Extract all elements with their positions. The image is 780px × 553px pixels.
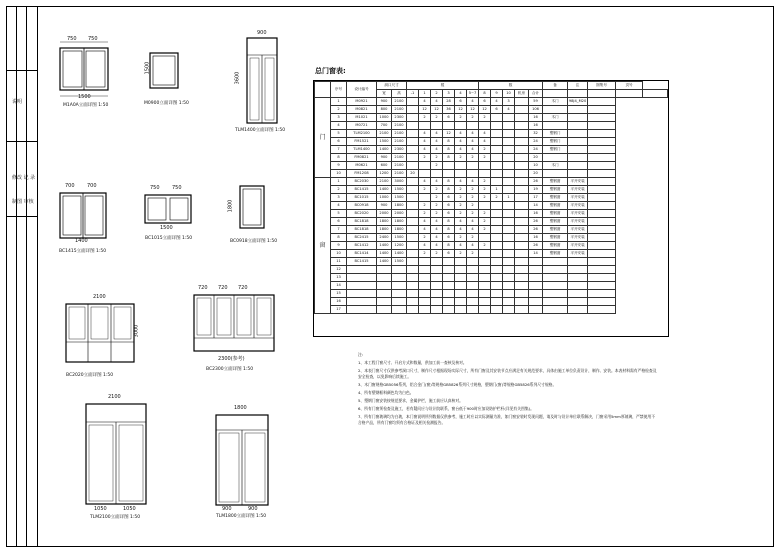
elevation-bc1415: 700 700 1400 BC1415立面详图 1:50 bbox=[59, 183, 107, 254]
door-window-schedule bbox=[313, 80, 669, 337]
table-row: 10 FM1208 1200 2100 20 20 bbox=[315, 170, 668, 178]
table-row: 6 BC1818 1800 1800 4 4 8 4 4 2 26 塑钢窗 平开安装 bbox=[315, 218, 668, 226]
table-row: 10 BC1414 1400 1400 2 2 6 2 2 14 塑钢窗 平开安装 bbox=[315, 250, 668, 258]
strip-label-revision: 修改 记 录 bbox=[12, 175, 36, 181]
elevation-caption: BC1015立面详图 1:50 bbox=[145, 236, 193, 241]
note-item: 3、木门窗规格GB5056系列，铝合金门(窗)等规格GB5826系列尺寸规格，塑钢门(窗)等规格GB5826系列尺寸规格。 bbox=[358, 382, 557, 387]
elevation-caption: BC2300立面详图 1:50 bbox=[206, 367, 254, 372]
elevation-tlm1800: 1800 900 900 TLM1800立面详图 1:50 bbox=[216, 405, 267, 519]
elevation-m0900: 1500 M0900立面详图 1:50 bbox=[140, 45, 190, 110]
table-row: 2 M0821 800 2100 12 12 36 12 12 12 6 4 106 bbox=[315, 106, 668, 114]
table-row: 5 TLM2100 2100 2100 4 4 12 4 4 4 32 塑钢门 bbox=[315, 130, 668, 138]
table-row: 9 M0621 600 2100 2 10 木门 bbox=[315, 162, 668, 170]
elevation-m1a0a: 750 750 1500 M1A0A立面详图 1:50 bbox=[55, 38, 115, 108]
elevation-caption: BC0918立面详图 1:50 bbox=[230, 239, 278, 244]
group-label: 窗 bbox=[315, 178, 331, 314]
table-row: 16 bbox=[315, 298, 668, 306]
elevation-caption: TLM1400立面详图 1:50 bbox=[235, 128, 286, 133]
note-item: 4、所有塑钢框料颜色均为白色。 bbox=[358, 390, 414, 395]
elevation-caption: TLM1800立面详图 1:50 bbox=[216, 514, 267, 519]
group-label: 门 bbox=[315, 98, 331, 178]
note-item: 1、本工程门窗尺寸、开启方式和数量，供加工前一查核及核对。 bbox=[358, 360, 467, 365]
table-row: 9 BC1412 1400 1200 4 4 8 4 4 2 26 塑钢窗 平开安装 bbox=[315, 242, 668, 250]
table-row: 窗 1 BC2030 2100 3000 4 4 8 4 4 2 26 塑钢窗 平开安装 bbox=[315, 178, 668, 186]
notes bbox=[358, 352, 658, 428]
table-row: 13 bbox=[315, 274, 668, 282]
elevation-tlm1400: 900 3600 TLM1400立面详图 1:50 bbox=[234, 30, 286, 133]
note-item: 5、塑钢门窗安装按规范要求，金属护栏，施工前应认真核对。 bbox=[358, 398, 463, 403]
table-row: 8 BC2415 2400 1500 2 4 6 2 2 16 塑钢窗 平开安装 bbox=[315, 234, 668, 242]
table-row: 门 1 M0921 900 2100 4 4 28 6 4 6 4 3 59 木门 98J4_M20 bbox=[315, 98, 668, 106]
note-item: 6、所有门窗须检查及施工，若有疑问应与设计院联系，窗台低于900时应加设防护栏杆(详见有关图集)。 bbox=[358, 406, 534, 411]
table-row: 4 M0721 700 2100 16 bbox=[315, 122, 668, 130]
elevation-caption: M0900立面详图 1:50 bbox=[144, 101, 189, 106]
elevation-caption: TLM2100立面详图 1:50 bbox=[90, 515, 141, 520]
strip-label-drawn: 制图 审核 bbox=[12, 199, 34, 205]
table-row: 7 TLM1400 1400 2300 4 4 8 4 4 2 24 塑钢门 bbox=[315, 146, 668, 154]
elevation-bc2020: 2100 3000 BC2020立面详图 1:50 bbox=[66, 294, 140, 378]
table-row: 14 bbox=[315, 282, 668, 290]
schedule-header: 序号 设计编号 洞口尺寸 樘 数 备 注 图集号 页号 bbox=[315, 82, 668, 90]
schedule-subheader: 宽 高 -1 1 2 3 4 5~7 8 9 10 机房 合计 bbox=[315, 90, 668, 98]
table-row: 4 BC0918 900 1800 2 2 6 2 2 14 塑钢窗 平开安装 bbox=[315, 202, 668, 210]
table-row: 7 BC1818 1800 1800 4 4 8 4 4 2 26 塑钢窗 平开安装 bbox=[315, 226, 668, 234]
table-row: 8 FM0821 900 2100 2 2 8 2 2 2 20 bbox=[315, 154, 668, 162]
table-row: 12 bbox=[315, 266, 668, 274]
note-item: 2、本表门窗尺寸仅供参考洞口尺寸，制作尺寸根据现场实际尺寸，所有门窗及其安装节点应满足有关规范要求，具体由施工单位负责设计，制作、安装。本表材料需有严格检查及安全检查，以免影响后续施工。 bbox=[358, 368, 657, 379]
table-row: 3 M1021 1000 2300 2 2 6 2 2 2 16 木门 bbox=[315, 114, 668, 122]
elevation-tlm2100: 2100 1050 1050 TLM2100立面详图 1:50 bbox=[78, 392, 158, 522]
table-row: 17 bbox=[315, 306, 668, 314]
table-row: 5 BC2020 2000 2000 2 2 6 2 2 2 16 塑钢窗 平开安装 bbox=[315, 210, 668, 218]
table-row: 2 BC1415 1400 1500 2 2 8 2 2 2 1 19 塑钢窗 平开安装 bbox=[315, 186, 668, 194]
title-strip bbox=[6, 6, 38, 547]
notes-heading: 注: bbox=[358, 352, 364, 357]
elevation-bc0918: 1800 BC0918立面详图 1:50 bbox=[230, 178, 285, 248]
elevation-caption: BC1415立面详图 1:50 bbox=[59, 249, 107, 254]
table-row: 3 BC1015 1000 1500 2 6 2 2 2 2 1 17 塑钢窗 平开安装 bbox=[315, 194, 668, 202]
schedule-title: 总门窗表: bbox=[315, 67, 346, 75]
elevation-bc2300: 720 720 720 2300(参考) BC2300立面详图 1:50 bbox=[188, 283, 283, 378]
elevation-caption: BC2020立面详图 1:50 bbox=[66, 373, 114, 378]
note-item: 7、所有门窗玻璃均为白玻，本门窗说明所列数据仅供参考，施工时应以实际测量为准，如门窗安装时发现问题，请及时与设计单位联系解决，门窗采用5mm厚玻璃，严禁使用不合格产品，所有门窗均须有合格证及相关检测报告。 bbox=[358, 414, 655, 425]
elevation-bc1015: 750 750 1500 BC1015立面详图 1:50 bbox=[145, 185, 193, 241]
elevation-caption: M1A0A立面详图 1:50 bbox=[63, 103, 109, 108]
table-row: 15 bbox=[315, 290, 668, 298]
strip-label-notes: 说明 bbox=[12, 99, 23, 105]
table-row: 11 BC1415 1400 1500 bbox=[315, 258, 668, 266]
table-row: 6 FM1521 1500 2100 4 4 8 4 4 4 24 塑钢门 bbox=[315, 138, 668, 146]
